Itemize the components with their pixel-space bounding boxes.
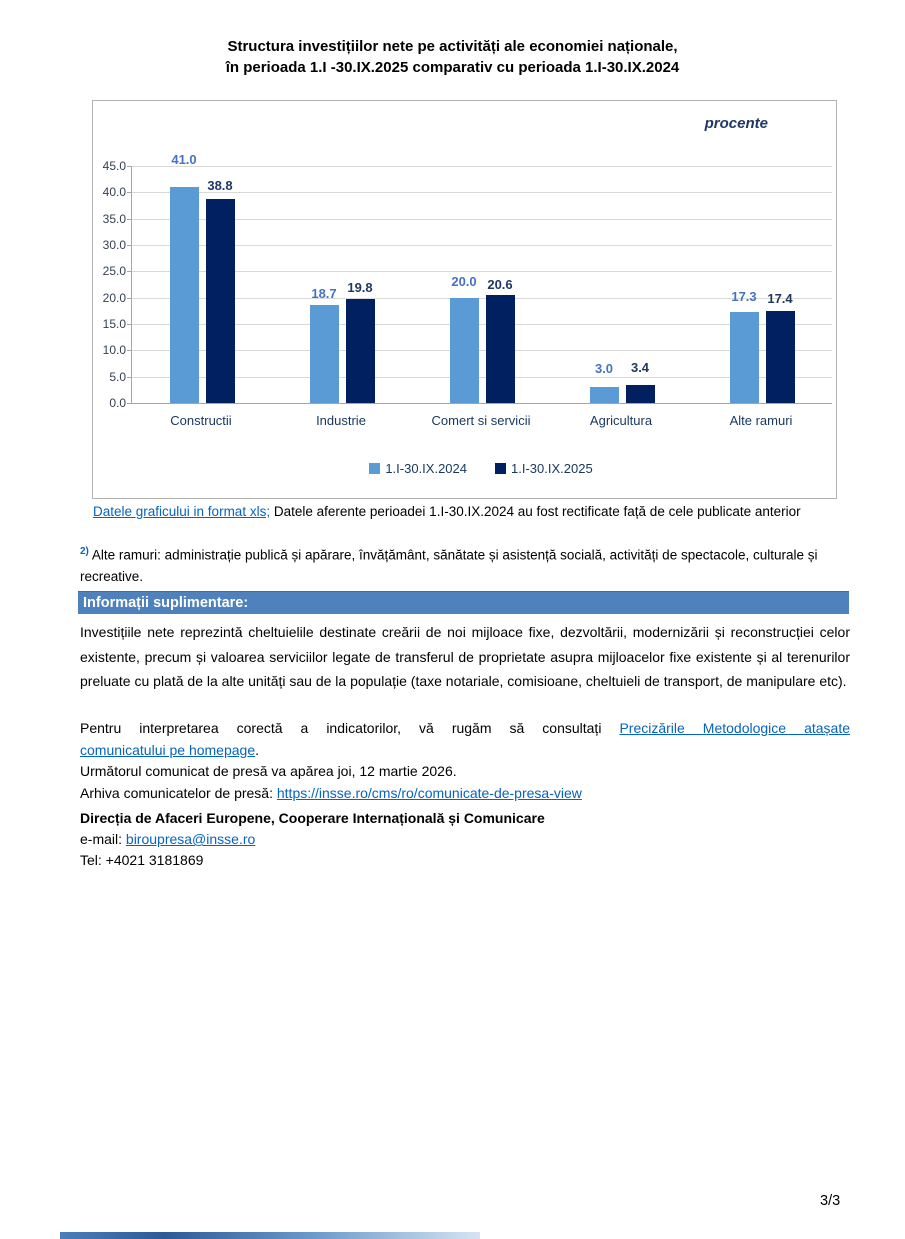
bar-1.I-30.IX.2025	[766, 311, 795, 403]
legend-swatch-icon	[369, 463, 380, 474]
x-axis-label: Industrie	[316, 413, 366, 428]
metodologie-prefix: Pentru interpretarea corectă a indicatorilor, vă rugăm să consultați	[80, 720, 620, 736]
bar-group-4	[552, 166, 692, 403]
barwrap	[206, 166, 235, 403]
xls-download-link[interactable]: Datele graficului in format xls;	[93, 504, 271, 519]
barwrap	[626, 166, 655, 403]
chart-caption	[93, 504, 853, 519]
y-tick-label: 35.0	[102, 211, 126, 226]
footnote-text: Alte ramuri: administrație publică și apărare, învățământ, sănătate și asistență socială, activități de spectacole, culturale și recreative.	[80, 547, 818, 584]
paragraph-metodologie	[80, 717, 850, 761]
next-release-line: Următorul comunicat de presă va apărea joi, 12 martie 2026.	[80, 763, 457, 779]
legend-swatch-icon	[495, 463, 506, 474]
y-tick-mark	[127, 403, 132, 404]
contact-email-line	[80, 831, 850, 847]
y-tick-label: 0.0	[109, 396, 126, 410]
title-line-1: Structura investițiilor nete pe activități ale economiei naționale,	[227, 38, 678, 55]
bar-1.I-30.IX.2024	[170, 187, 199, 403]
title-line-2: în perioada 1.I -30.IX.2025 comparativ cu perioada 1.I-30.IX.2024	[225, 59, 680, 76]
x-axis-label: Alte ramuri	[729, 413, 793, 428]
precizari-metodologice-link-line2[interactable]: comunicatului pe homepage	[80, 742, 256, 758]
barwrap	[766, 166, 795, 403]
bar-groups	[132, 152, 832, 403]
bar-value-label: 20.0	[451, 273, 477, 289]
barwrap	[346, 166, 375, 403]
bar-group-5	[692, 166, 832, 403]
bar-value-label: 20.6	[487, 276, 513, 292]
bar-1.I-30.IX.2024	[590, 387, 619, 403]
archive-line	[80, 785, 850, 801]
x-axis-label: Agricultura	[589, 413, 653, 428]
bar-value-label: 19.8	[347, 279, 373, 295]
barwrap	[590, 166, 619, 403]
section-header-informatii-suplimentare: Informații suplimentare:	[78, 591, 849, 614]
bar-value-label: 3.0	[594, 361, 614, 377]
footnote-alte-ramuri	[80, 541, 852, 587]
legend-label: 1.I-30.IX.2025	[511, 461, 593, 476]
archive-url-link[interactable]: https://insse.ro/cms/ro/comunicate-de-presa-view	[276, 785, 582, 801]
bar-1.I-30.IX.2025	[206, 199, 235, 403]
barwrap	[450, 166, 479, 403]
footer-decoration-bar	[60, 1232, 480, 1239]
y-tick-label: 45.0	[102, 159, 126, 173]
bar-value-label: 3.4	[630, 360, 650, 376]
bar-1.I-30.IX.2025	[346, 299, 375, 403]
bar-1.I-30.IX.2025	[486, 295, 515, 403]
metodologie-suffix: .	[255, 742, 260, 758]
bar-value-label: 17.4	[767, 291, 793, 307]
bar-value-label: 38.8	[207, 177, 233, 193]
y-tick-label: 15.0	[102, 317, 126, 331]
caption-note: Datele aferente perioadei 1.I-30.IX.2024 au fost rectificate față de cele publicate anterior	[270, 504, 801, 519]
y-tick-label: 20.0	[102, 290, 126, 305]
bar-value-label: 17.3	[731, 288, 757, 304]
barwrap	[170, 152, 199, 403]
email-label: e-mail:	[80, 831, 126, 847]
y-tick-label: 30.0	[102, 238, 126, 252]
archive-label: Arhiva comunicatelor de presă:	[80, 785, 277, 801]
legend-label: 1.I-30.IX.2024	[385, 461, 467, 476]
contact-tel-line: Tel: +4021 3181869	[80, 852, 204, 868]
chart-unit-label: procente	[704, 115, 768, 132]
barwrap	[730, 166, 759, 403]
footnote-marker: 2)	[80, 546, 89, 557]
legend-item	[495, 461, 593, 476]
y-tick-label: 10.0	[102, 343, 126, 358]
email-link[interactable]: biroupresa@insse.ro	[125, 831, 256, 847]
y-tick-label: 25.0	[102, 264, 126, 279]
x-axis-label: Comert si servicii	[431, 413, 531, 428]
bar-group-1	[132, 152, 272, 403]
paragraph-investitii-definition: Investițiile nete reprezintă cheltuielile destinate creării de noi mijloace fixe, dezvoltării, modernizării și reconstrucției celor existente, precum și valoarea serviciilor legate de transferul de proprietate asupra mijloacelor fixe existente și al terenurilor preluate cu plată de la alte unități sau de la populație (taxe notariale, comisioane, cheltuieli de transport, de manipulare etc).	[80, 624, 850, 689]
bar-group-2	[272, 166, 412, 403]
y-tick-label: 40.0	[102, 185, 126, 200]
page-number: 3/3	[820, 1193, 841, 1209]
bar-chart	[92, 100, 837, 499]
paragraph-metodologie-line2	[80, 739, 850, 761]
legend-item	[369, 461, 467, 476]
bar-value-label: 41.0	[171, 152, 197, 168]
page-title	[0, 36, 905, 78]
bar-1.I-30.IX.2024	[310, 305, 339, 403]
barwrap	[310, 166, 339, 403]
paragraph-metodologie-line1	[80, 717, 850, 739]
y-axis-tick-labels	[93, 159, 126, 410]
contact-department: Direcția de Afaceri Europene, Cooperare Internațională și Comunicare	[80, 810, 545, 826]
gridline	[132, 403, 832, 404]
plot-area	[131, 152, 832, 403]
precizari-metodologice-link-line1[interactable]: Precizările Metodologice atașate	[619, 720, 850, 736]
bar-group-3	[412, 166, 552, 403]
bar-1.I-30.IX.2024	[730, 312, 759, 403]
x-axis-label: Constructii	[170, 413, 232, 428]
bar-1.I-30.IX.2025	[626, 385, 655, 403]
barwrap	[486, 166, 515, 403]
bar-1.I-30.IX.2024	[450, 298, 479, 403]
y-tick-label: 5.0	[109, 369, 126, 384]
chart-legend	[131, 461, 831, 476]
x-axis-labels	[131, 413, 831, 428]
bar-value-label: 18.7	[311, 285, 337, 301]
